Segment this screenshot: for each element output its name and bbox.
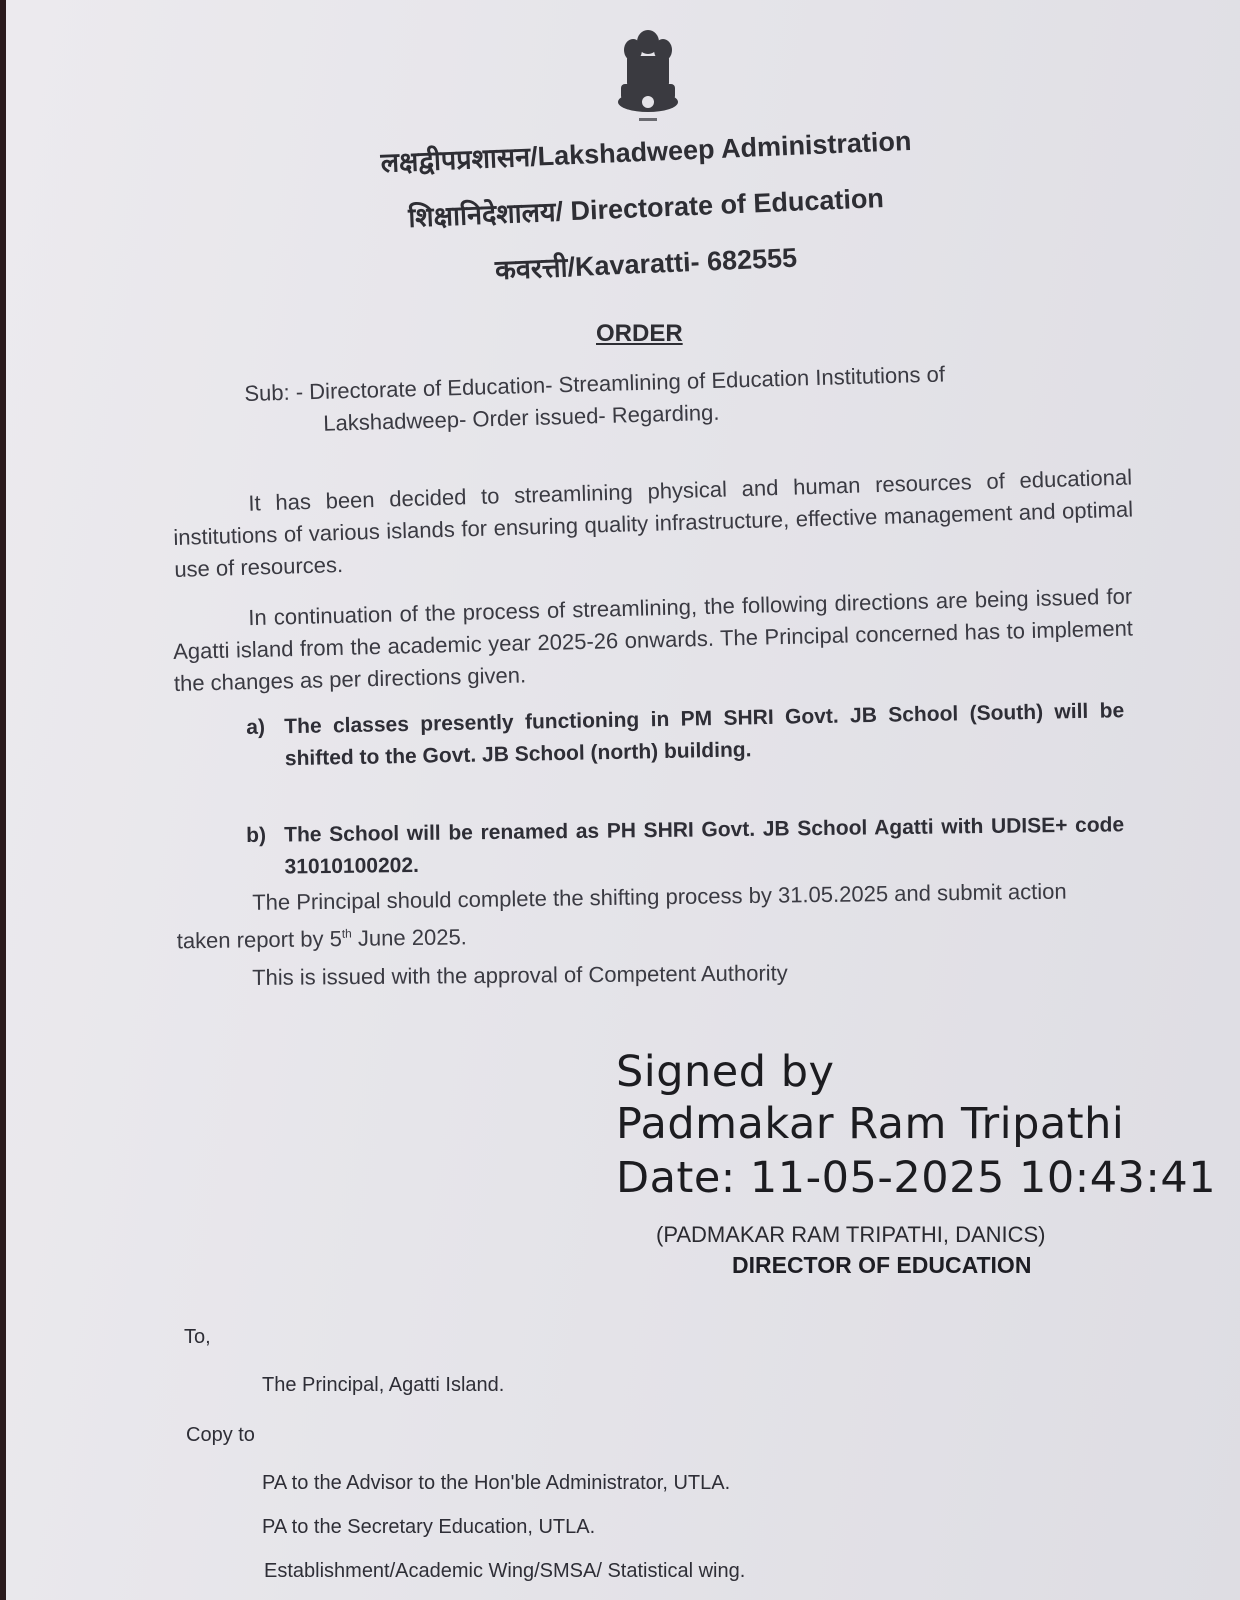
subject-continuation: Lakshadweep- Order issued- Regarding. (322, 399, 720, 436)
direction-marker: b) (246, 823, 267, 847)
subject-line (244, 353, 1125, 442)
header-administration: लक्षद्वीपप्रशासन/Lakshadweep Administration (380, 125, 912, 179)
direction-item (246, 809, 1147, 884)
page-title: ORDER (596, 320, 683, 347)
signatory-name: (PADMAKAR RAM TRIPATHI, DANICS) (656, 1222, 1046, 1247)
direction-text: The School will be renamed as PH SHRI Govt. JB School Agatti with UDISE+ code 31010100202. (284, 813, 1125, 879)
subject-prefix: Sub: - Directorate of Education- Streamlining of Education Institutions of (244, 361, 946, 406)
completion-superscript: th (341, 926, 352, 941)
paragraph-completion (176, 875, 1127, 958)
document-page (6, 0, 1240, 1600)
header-address: कवरत्ती/Kavaratti- 682555 (494, 242, 798, 286)
signatory-designation: DIRECTOR OF EDUCATION (732, 1252, 1032, 1278)
paragraph-approval: This is issued with the approval of Competent Authority (252, 960, 788, 990)
copy-to-recipient: Establishment/Academic Wing/SMSA/ Statistical wing. (264, 1560, 746, 1582)
direction-text: The classes presently functioning in PM SHRI Govt. JB School (South) will be shifted to the Govt. JB School (north) building. (284, 699, 1125, 771)
direction-marker: a) (246, 715, 266, 739)
paragraph-continuation: In continuation of the process of streamlining, the following directions are being issued for Agatti island from the academic year 2025-26 onwards. The Principal concerned has to implement the changes as per directions given. (172, 583, 1134, 696)
copy-to-label: Copy to (186, 1424, 255, 1446)
digital-signature-label: Signed by (616, 1047, 835, 1097)
direction-item (246, 695, 1147, 776)
copy-to-recipient: PA to the Secretary Education, UTLA. (262, 1516, 596, 1538)
addressee-label: To, (184, 1326, 211, 1348)
national-emblem-icon (611, 22, 685, 130)
completion-date: June 2025. (351, 924, 467, 951)
copy-to-recipient: PA to the Advisor to the Hon'ble Administrator, UTLA. (262, 1472, 731, 1494)
digital-signature-date: Date: 11-05-2025 10:43:41 (616, 1153, 1217, 1203)
paragraph-decision: It has been decided to streamlining physical and human resources of educational institutions of various islands for ensuring quality infrastructure, effective management and optimal use of resources. (173, 464, 1134, 582)
digital-signature-name: Padmakar Ram Tripathi (616, 1099, 1125, 1149)
completion-text: The Principal should complete the shifting process by 31.05.2025 and submit action taken report by 5 (176, 878, 1067, 954)
addressee-recipient: The Principal, Agatti Island. (262, 1374, 505, 1396)
header-directorate: शिक्षानिदेशालय/ Directorate of Education (407, 183, 885, 233)
